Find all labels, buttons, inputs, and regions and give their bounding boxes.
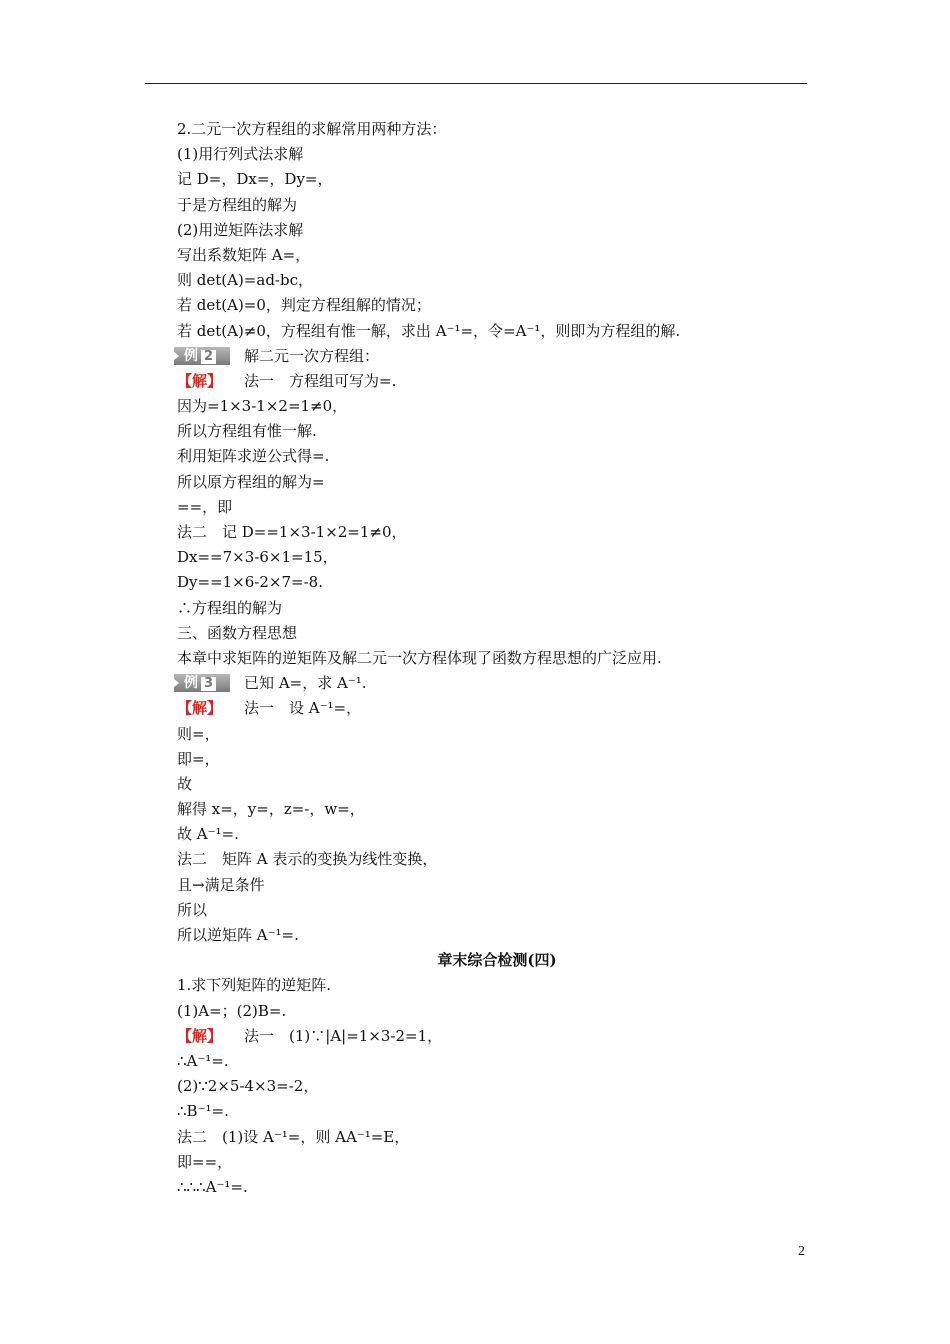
solution-label: 【解】 bbox=[177, 1026, 223, 1045]
example-tag: 例 2 bbox=[174, 347, 230, 365]
page-body bbox=[177, 117, 797, 1200]
example-tag: 例 3 bbox=[174, 674, 230, 692]
text-line: 所以原方程组的解为= bbox=[177, 472, 325, 491]
text-line: ∴∴∴A⁻¹=. bbox=[177, 1177, 248, 1196]
text-line: 例 2 解二元一次方程组： bbox=[177, 344, 797, 369]
text-line: (2)∵2×5-4×3=-2， bbox=[177, 1077, 319, 1096]
text-line: 因为=1×3-1×2=1≠0， bbox=[177, 397, 348, 416]
text-line: 故 A⁻¹=. bbox=[177, 825, 239, 844]
text-line: 且→满足条件 bbox=[177, 875, 265, 894]
text-line: 【解】 法一 设 A⁻¹=， bbox=[177, 699, 362, 718]
text-line: 1.求下列矩阵的逆矩阵. bbox=[177, 976, 332, 995]
text-line: ==，即 bbox=[177, 497, 233, 516]
text-line: 则=， bbox=[177, 724, 220, 743]
text-line: (2)用逆矩阵法求解 bbox=[177, 220, 304, 239]
text-line: 【解】 法一 (1)∵|A|=1×3-2=1， bbox=[177, 1026, 443, 1045]
text-line: ∴B⁻¹=. bbox=[177, 1102, 229, 1121]
solution-label: 【解】 bbox=[177, 371, 223, 390]
text-line: 即==， bbox=[177, 1152, 233, 1171]
text-line: 本章中求矩阵的逆矩阵及解二元一次方程体现了函数方程思想的广泛应用. bbox=[177, 648, 662, 667]
text-line: Dx==7×3-6×1=15， bbox=[177, 548, 338, 567]
text-line: ∴A⁻¹=. bbox=[177, 1051, 229, 1070]
text-line: 【解】 法一 方程组可写为=. bbox=[177, 371, 397, 390]
text-line: (1)A=；(2)B=. bbox=[177, 1001, 287, 1020]
text-line: 2.二元一次方程组的求解常用两种方法： bbox=[177, 120, 447, 138]
text-line: 三、函数方程思想 bbox=[177, 623, 298, 642]
text-line: 法二 记 D==1×3-1×2=1≠0， bbox=[177, 523, 407, 541]
text-line: 记 D=，Dx=，Dy=， bbox=[177, 170, 333, 189]
text-line: 即=， bbox=[177, 749, 220, 768]
text-line: 所以 bbox=[177, 900, 208, 919]
text-line: 利用矩阵求逆公式得=. bbox=[177, 447, 330, 466]
text-line: 所以逆矩阵 A⁻¹=. bbox=[177, 926, 299, 944]
text-line: 法二 矩阵 A 表示的变换为线性变换， bbox=[177, 850, 438, 869]
text-line: 法二 (1)设 A⁻¹=，则 AA⁻¹=E， bbox=[177, 1127, 410, 1146]
text-line: 故 bbox=[177, 774, 193, 793]
text-line: (1)用行列式法求解 bbox=[177, 145, 304, 164]
text-line: Dy==1×6-2×7=-8. bbox=[177, 573, 323, 592]
text-line: 则 det(A)=ad-bc， bbox=[177, 271, 313, 290]
page-number: 2 bbox=[798, 1244, 805, 1259]
text-line: 于是方程组的解为 bbox=[177, 195, 298, 214]
text-line: 解得 x=，y=，z=-，w=， bbox=[177, 800, 365, 819]
header-rule bbox=[145, 83, 807, 84]
text-line: 若 det(A)≠0，方程组有惟一解，求出 A⁻¹=，令=A⁻¹，则即为方程组的解. bbox=[177, 321, 681, 340]
text-line: 若 det(A)=0，判定方程组解的情况； bbox=[177, 296, 431, 315]
text-line: 所以方程组有惟一解. bbox=[177, 422, 317, 441]
text-line: 例 3 已知 A=，求 A⁻¹. bbox=[177, 671, 797, 696]
section-heading: 章末综合检测(四) bbox=[437, 951, 557, 970]
solution-label: 【解】 bbox=[177, 699, 223, 718]
text-line: ∴方程组的解为 bbox=[177, 598, 283, 617]
text-line: 写出系数矩阵 A=， bbox=[177, 245, 311, 264]
